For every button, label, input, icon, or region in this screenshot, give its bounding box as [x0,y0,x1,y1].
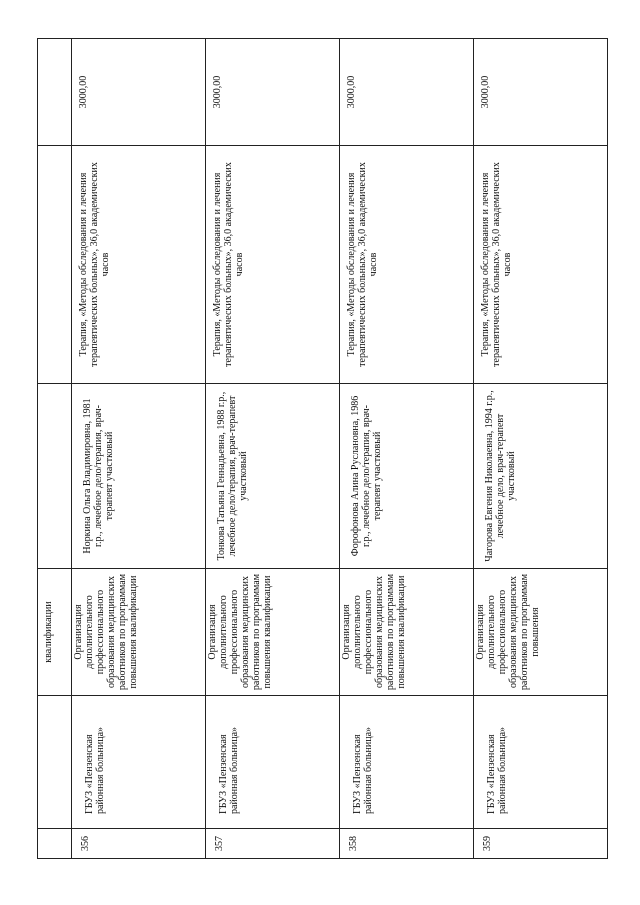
header-continuation-row [38,39,72,859]
person-cell: Тонкова Татьяна Геннадьевна, 1988 г.р., лечебное дело/терапия, врач-терапевт участковый [206,384,340,569]
organization-cell: ГБУЗ «Пензенская районная больница» [72,696,206,829]
row-number: 358 [340,829,474,859]
empty-cell [38,39,72,146]
person-cell: Норкина Ольга Владимировна, 1981 г.р., лечебное дело/терапия, врач-терапевт участковый [72,384,206,569]
person-cell: Чагорова Евгения Николаевна, 1994 г.р., лечебное дело, врач-терапевт участковый [474,384,608,569]
person-cell: Форофонова Алина Руслановна, 1986 г.р., лечебное дело/терапия, врач-терапевт участковый [340,384,474,569]
organization-cell: ГБУЗ «Пензенская районная больница» [340,696,474,829]
empty-cell [38,146,72,384]
qualification-table [37,38,608,859]
rotated-page [37,39,551,859]
table-row [340,39,474,859]
organization-cell: ГБУЗ «Пензенская районная больница» [206,696,340,829]
table-row [206,39,340,859]
program-cell: Организация дополнительного профессионального образования медицинских работников по программам повышения квалификации [340,569,474,696]
empty-cell [38,384,72,569]
header-continuation-cell: квалификации [38,569,72,696]
empty-cell [38,696,72,829]
sum-cell: 3000,00 [72,39,206,146]
table-row [72,39,206,859]
organization-cell: ГБУЗ «Пензенская районная больница» [474,696,608,829]
empty-cell [38,829,72,859]
course-cell: Терапия, «Методы обследования и лечения терапевтических больных», 36,0 академических часов [206,146,340,384]
sum-cell: 3000,00 [474,39,608,146]
row-number: 356 [72,829,206,859]
row-number: 359 [474,829,608,859]
course-cell: Терапия, «Методы обследования и лечения терапевтических больных», 36,0 академических часов [72,146,206,384]
program-cell: Организация дополнительного профессионального образования медицинских работников по программам повышения квалификации [72,569,206,696]
course-cell: Терапия, «Методы обследования и лечения терапевтических больных», 36,0 академических часов [340,146,474,384]
program-cell: Организация дополнительного профессионального образования медицинских работников по программам повышения [474,569,608,696]
sum-cell: 3000,00 [340,39,474,146]
program-cell: Организация дополнительного профессионального образования медицинских работников по программам повышения квалификации [206,569,340,696]
row-number: 357 [206,829,340,859]
table-row [474,39,608,859]
course-cell: Терапия, «Методы обследования и лечения терапевтических больных», 36,0 академических часов [474,146,608,384]
sum-cell: 3000,00 [206,39,340,146]
